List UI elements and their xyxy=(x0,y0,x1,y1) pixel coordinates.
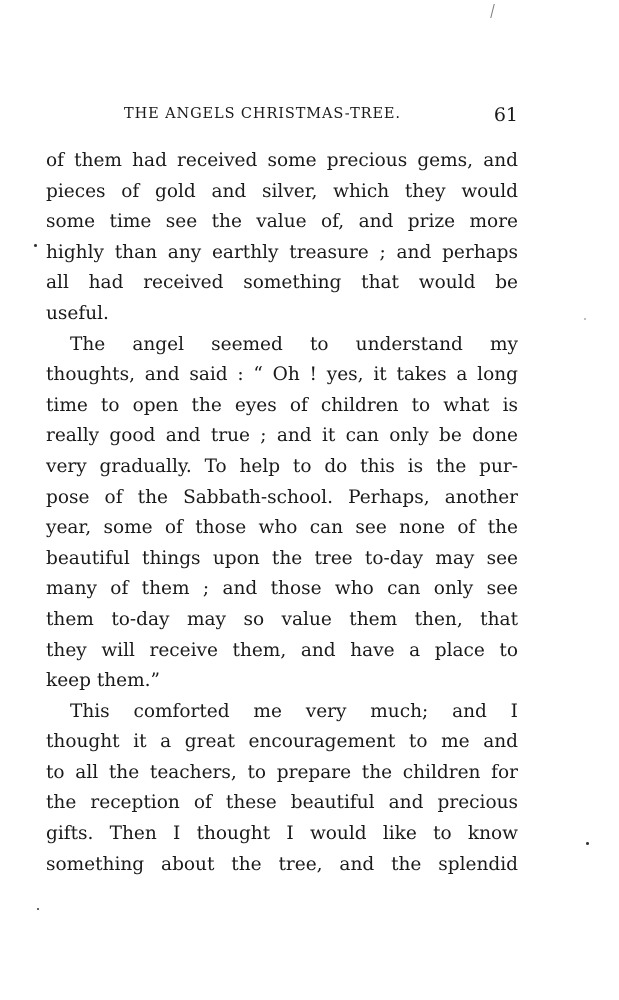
text-line: gifts. Then I thought I would like to know xyxy=(46,823,518,845)
text-line: all had received something that would be xyxy=(46,272,518,294)
running-head xyxy=(46,104,518,130)
text-line: thoughts, and said : “ Oh ! yes, it takes a long xyxy=(46,364,518,386)
text-line: to all the teachers, to prepare the children for xyxy=(46,761,518,783)
speck-mark xyxy=(586,842,589,845)
text-line: year, some of those who can see none of the xyxy=(46,517,518,539)
text-line: highly than any earthly treasure ; and perhaps xyxy=(46,241,518,263)
text-line: something about the tree, and the splendid xyxy=(46,853,518,875)
speck-mark xyxy=(34,244,37,247)
text-line: beautiful things upon the tree to-day may see xyxy=(46,547,518,569)
text-line: The angel seemed to understand my xyxy=(70,333,518,355)
speck-mark xyxy=(37,908,39,910)
text-line: thought it a great encouragement to me and xyxy=(46,731,518,753)
page-edge-mark xyxy=(490,4,498,18)
body-text xyxy=(46,146,518,880)
text-line: of them had received some precious gems, and xyxy=(46,150,518,171)
text-line: some time see the value of, and prize more xyxy=(46,211,518,233)
text-line: many of them ; and those who can only see xyxy=(46,578,518,600)
text-line: the reception of these beautiful and precious xyxy=(46,792,518,814)
text-line: useful. xyxy=(46,302,109,324)
text-line: them to-day may so value them then, that xyxy=(46,608,518,630)
text-line: time to open the eyes of children to what is xyxy=(46,394,518,416)
text-line: This comforted me very much; and I xyxy=(70,700,518,722)
page-number: 61 xyxy=(493,104,518,126)
speck-mark xyxy=(584,318,586,320)
text-line: pieces of gold and silver, which they would xyxy=(46,180,518,202)
text-line: pose of the Sabbath-school. Perhaps, another xyxy=(46,486,518,508)
text-line: really good and true ; and it can only be done xyxy=(46,425,518,447)
running-title: THE ANGELS CHRISTMAS-TREE. xyxy=(124,106,401,122)
text-line: they will receive them, and have a place to xyxy=(46,639,518,661)
text-line: keep them.” xyxy=(46,670,161,692)
text-line: very gradually. To help to do this is the pur- xyxy=(46,455,518,477)
